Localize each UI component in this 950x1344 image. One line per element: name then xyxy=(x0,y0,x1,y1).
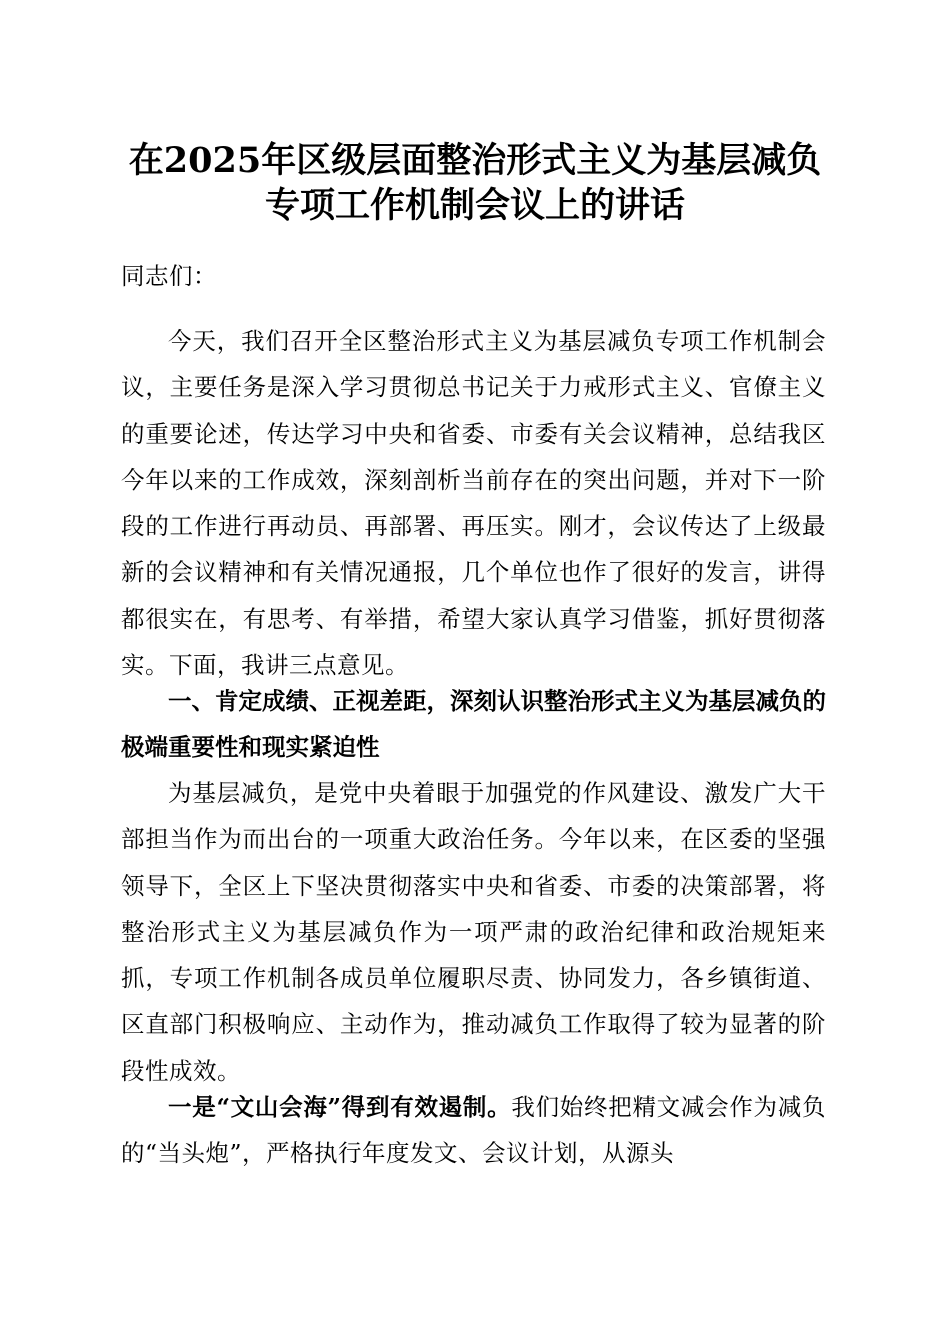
paragraph-opening: 今天，我们召开全区整治形式主义为基层减负专项工作机制会议，主要任务是深入学习贯彻总书记关于力戒形式主义、官僚主义的重要论述，传达学习中央和省委、市委有关会议精神，总结我区今年以来的工作成效，深刻剖析当前存在的突出问题，并对下一阶段的工作进行再动员、再部署、再压实。刚才，会议传达了上级最新的会议精神和有关情况通报，几个单位也作了很好的发言，讲得都很实在，有思考、有举措，希望大家认真学习借鉴，抓好贯彻落实。下面，我讲三点意见。 xyxy=(121,327,826,680)
document-title-line-2: 专项工作机制会议上的讲话 xyxy=(264,185,685,226)
paragraph-point-1 xyxy=(121,1084,826,1177)
paragraph-section-1: 为基层减负，是党中央着眼于加强党的作风建设、激发广大干部担当作为而出台的一项重大政治任务。今年以来，在区委的坚强领导下，全区上下坚决贯彻落实中央和省委、市委的决策部署，将整治形式主义为基层减负作为一项严肃的政治纪律和政治规矩来抓，专项工作机制各成员单位履职尽责、协同发力，各乡镇街道、区直部门积极响应、主动作为，推动减负工作取得了较为显著的阶段性成效。 xyxy=(121,779,826,1085)
section-heading-1: 一、肯定成绩、正视差距，深刻认识整治形式主义为基层减负的极端重要性和现实紧迫性 xyxy=(121,687,826,762)
point-1-lead: 一是“文山会海”得到有效遏制。 xyxy=(168,1093,512,1121)
document-title-line-1: 在2025年区级层面整治形式主义为基层减负 xyxy=(128,140,822,181)
salutation: 同志们： xyxy=(121,262,217,290)
point-1-body: 我们始终把精文减会作为减负的“当头炮”，严格执行年度发文、会议计划，从源头 xyxy=(121,1093,826,1168)
